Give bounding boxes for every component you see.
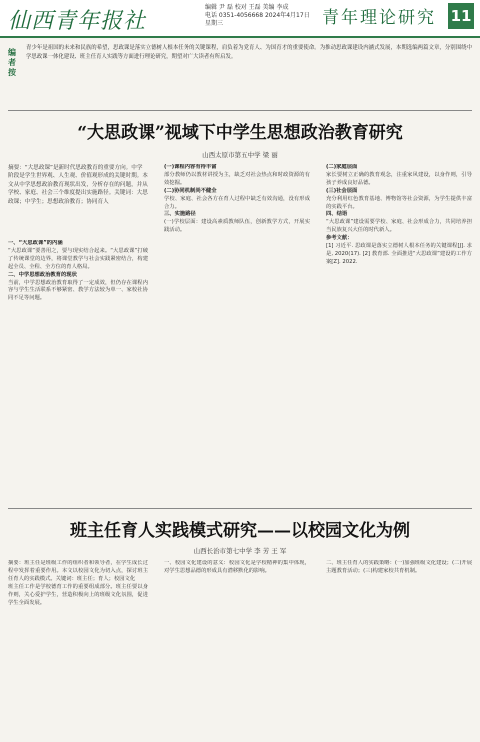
header-meta (205, 4, 315, 28)
paragraph: “大思政课”要善用之，要与现实结合起来。“大思政课”打破了传统课堂的边界，将课堂教学与社会实践紧密结合，构建起全员、全程、全方位的育人格局。 (8, 247, 148, 270)
section-heading: (一)课程内容有待丰富 (164, 164, 217, 170)
references-label: 参考文献： (326, 235, 353, 242)
article-byline: 山西长治市第七中学 李 芳 王 军 (193, 547, 287, 555)
article-column-2 (164, 560, 310, 736)
section-heading: (三)社会层面 (326, 187, 358, 194)
article-title: “大思政课”视域下中学生思想政治教育研究 (77, 123, 403, 143)
section-heading: 一、“大思政课”的内涵 (8, 240, 63, 246)
section-heading: 二、中学思想政治教育的现状 (8, 271, 77, 278)
paragraph: 一、校园文化建设的意义：校园文化是学校精神的集中体现，对学生思想品德的形成具有潜移默化的影响。 (164, 560, 310, 574)
section-heading: (二)协同机制尚不健全 (164, 187, 217, 194)
masthead: 仙西青年报社 (8, 9, 147, 34)
paragraph: 当前，中学思想政治教育取得了一定成效，但仍存在课程内容与学生生活联系不够紧密、教学方法较为单一、家校社协同不足等问题。 (8, 279, 148, 302)
paragraph: 二、班主任育人的实践策略：(一)加强班级文化建设；(二)开展主题教育活动；(三)构建家校共育机制。 (326, 560, 472, 574)
header-meta-editors: 编辑 尹 磊 校对 王磊 美编 李成 (205, 4, 289, 11)
paragraph: 充分利用红色教育基地、博物馆等社会资源，为学生提供丰富的实践平台。 (326, 195, 472, 210)
article-byline: 山西太原市第五中学 梁 丽 (202, 151, 278, 159)
paragraph: “大思政课”建设需要学校、家庭、社会形成合力，共同培养担当民族复兴大任的时代新人。 (326, 219, 472, 234)
article-column-2 (164, 164, 310, 506)
section-heading: 四、结语 (326, 211, 348, 218)
newspaper-header (0, 0, 480, 38)
paragraph: 部分教师仍以教材讲授为主，缺乏对社会热点和时政资源的有效挖掘。 (164, 171, 310, 186)
references: [1] 习近平. 思政课是落实立德树人根本任务的关键课程[J]. 求是, 2020(17). [2] 教育部. 全面推进“大思政课”建设的工作方案[Z]. 2022. (326, 243, 472, 265)
article-column-3 (326, 560, 472, 736)
header-meta-date: 电话 0351-4056668 2024年4月17日 星期三 (205, 12, 310, 27)
section-divider (8, 110, 472, 111)
article-title: 班主任育人实践模式研究——以校园文化为例 (70, 521, 410, 541)
paragraph: 家长要树立正确的教育观念，注重家风建设，以身作则，引导孩子养成良好品德。 (326, 171, 472, 186)
editor-note: 青少年是祖国的未来和民族的希望，思政课是落实立德树人根本任务的关键课程，肩负着为党育人、为国育才的重要使命。为推动思政课建设内涵式发展，本期选编两篇文章，分别围绕中学思政课一体化建设、班主任育人实践等方面进行理论研究，期望对广大读者有所启发。 (26, 45, 472, 60)
article-column-3 (326, 164, 472, 506)
paragraph: 班主任工作是学校德育工作的重要组成部分。班主任要以身作则，关心爱护学生，营造积极向上的班级文化氛围，促进学生全面发展。 (8, 583, 148, 606)
section-heading: (二)家庭层面 (326, 164, 358, 170)
article-column-1 (8, 560, 148, 736)
article-abstract: 摘要：“大思政课”是新时代思政教育的重要方向。中学阶段是学生世界观、人生观、价值观形成的关键时期。本文从中学思想政治教育现状出发，分析存在的问题，并从学校、家庭、社会三个维度提出实施路径。关键词：大思政课；中学生；思想政治教育；协同育人 (8, 165, 148, 205)
section-heading: 三、实施路径 (164, 211, 196, 218)
article-column-1 (8, 240, 148, 506)
editor-note-tag: 编者按 (8, 48, 16, 77)
article-divider (8, 508, 472, 509)
article-abstract: 摘要：班主任是班级工作的组织者和领导者，在学生成长过程中发挥着重要作用。本文以校园文化为切入点，探讨班主任育人的实践模式。关键词：班主任；育人；校园文化 (8, 560, 148, 582)
paragraph: (一)学校层面：建设高素质教师队伍，创新教学方式，开展实践活动。 (164, 219, 310, 234)
paragraph: 学校、家庭、社会各方在育人过程中缺乏有效沟通，没有形成合力。 (164, 195, 310, 210)
section-title: 青年理论研究 (322, 8, 436, 28)
page-number: 11 (448, 3, 474, 29)
